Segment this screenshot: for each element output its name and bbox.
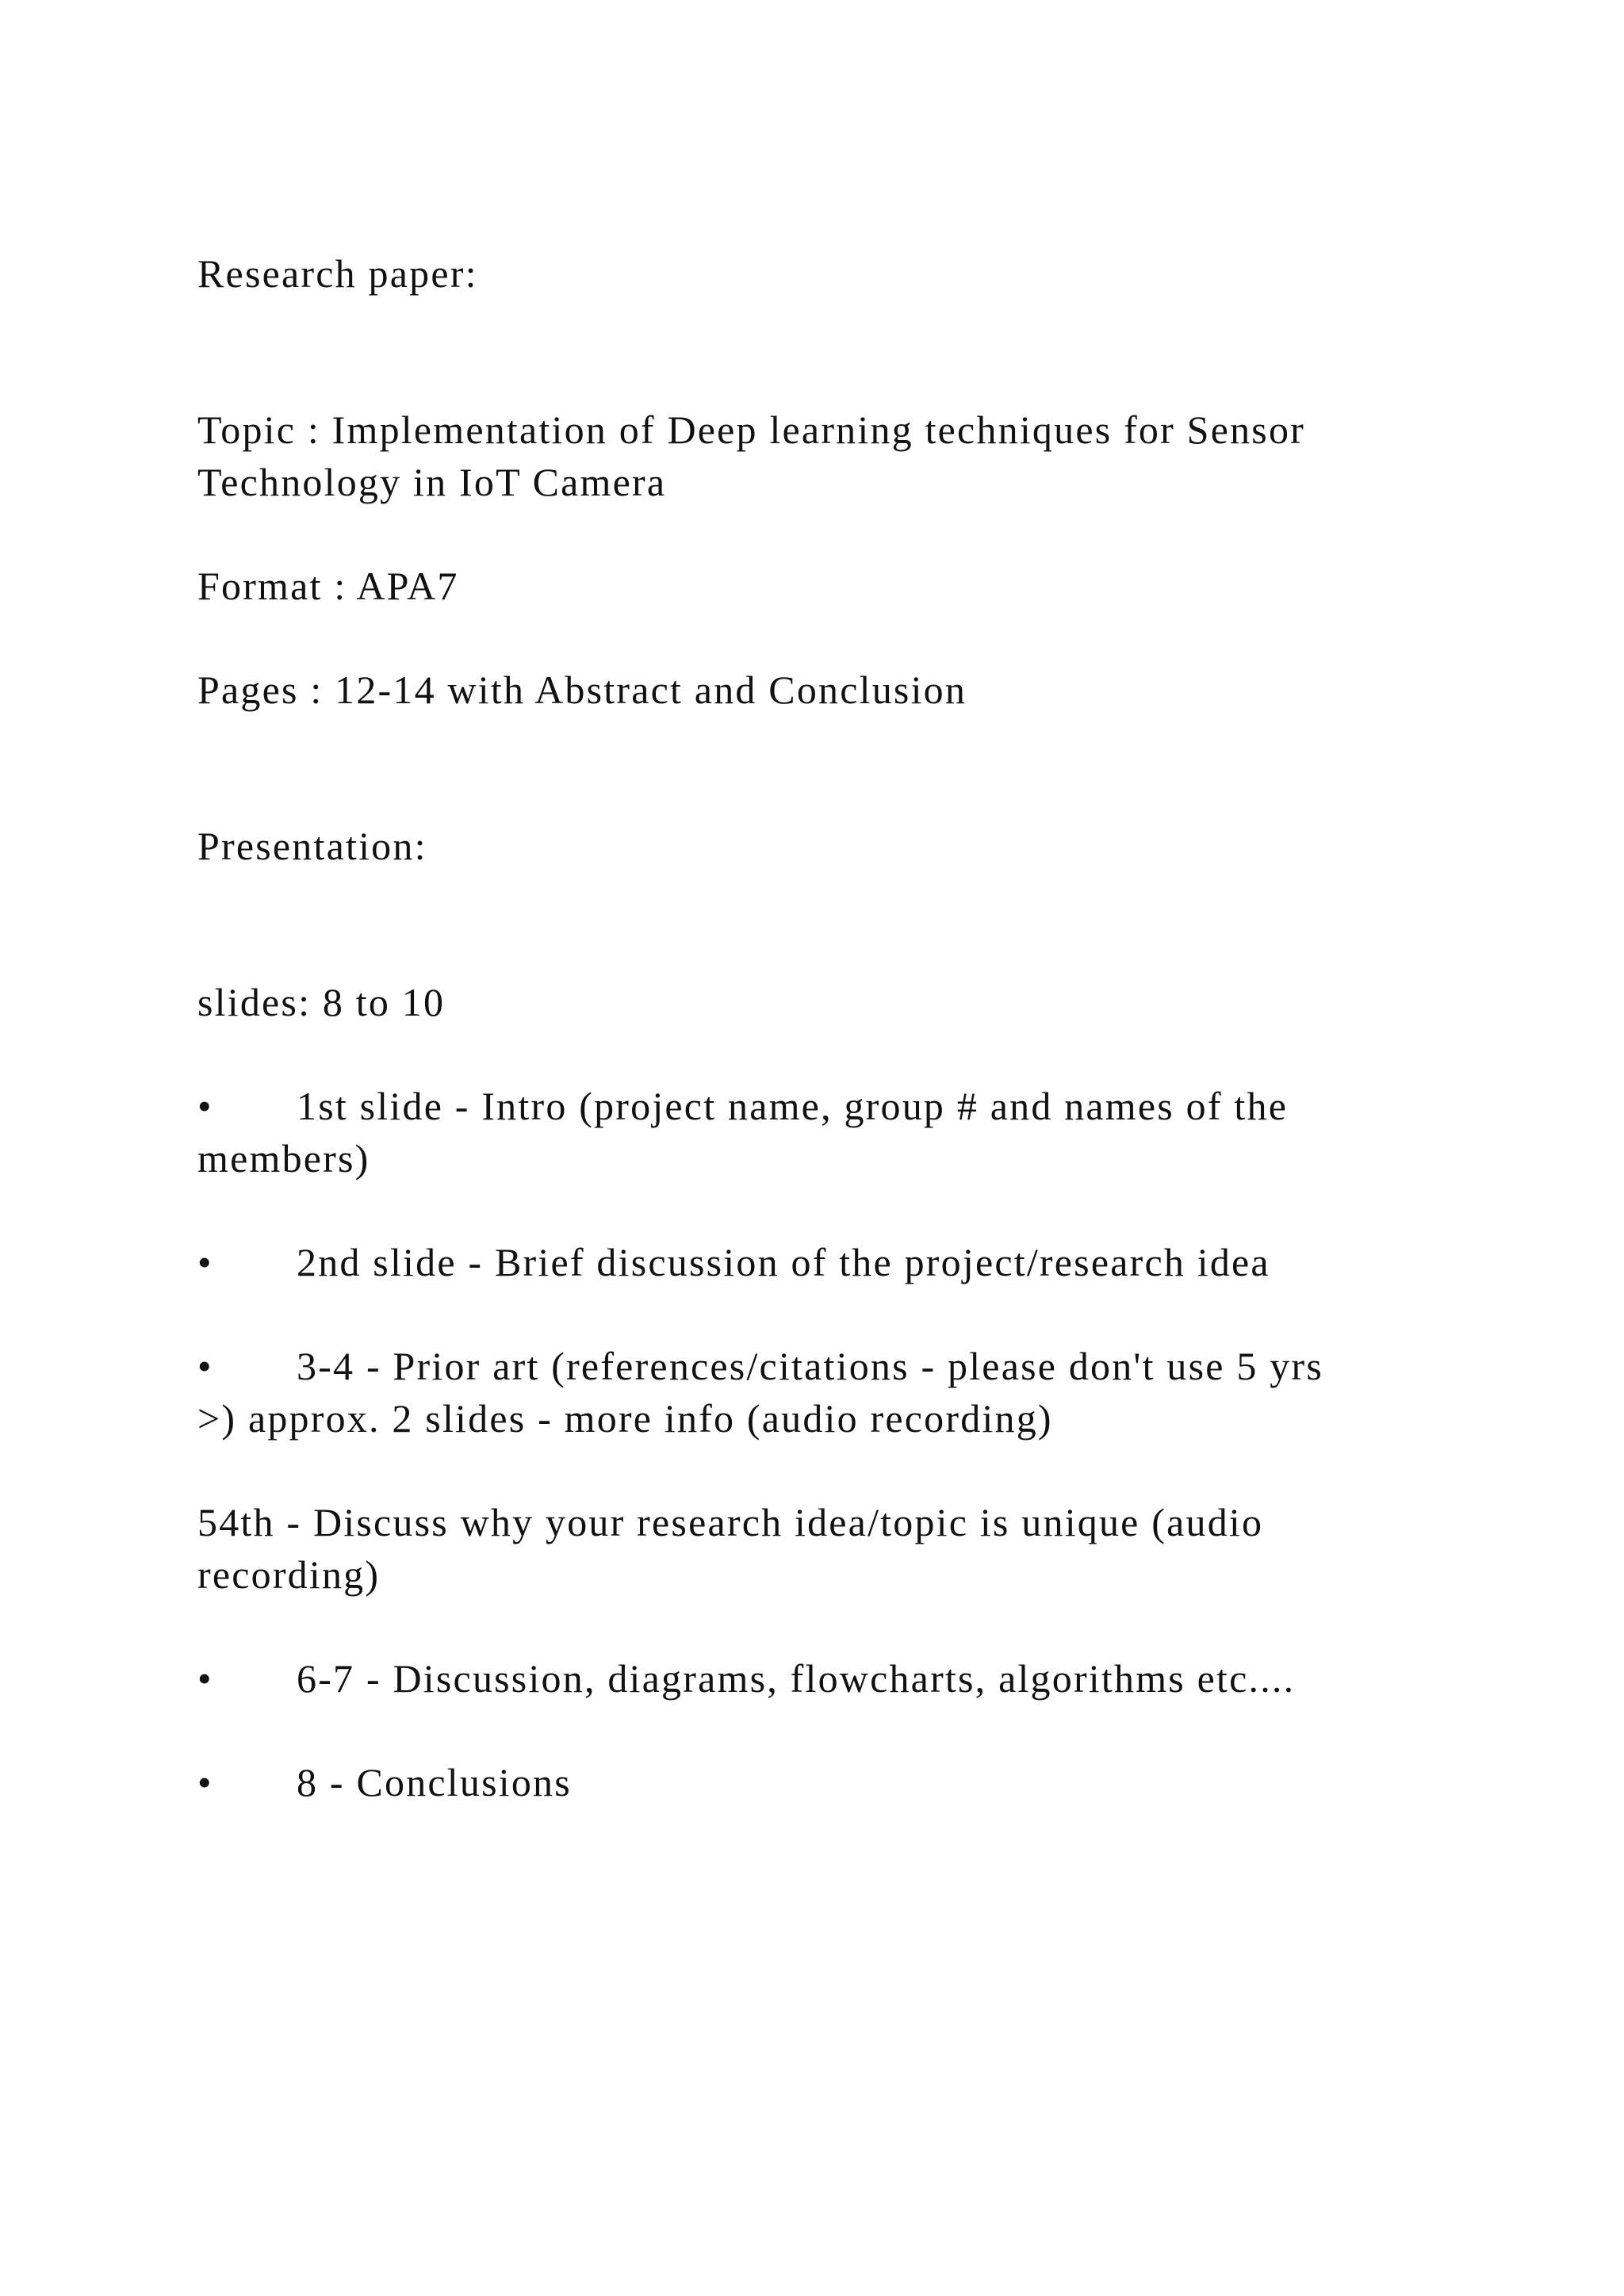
list-item-continuation: members): [197, 1136, 370, 1181]
bullet-icon: •: [197, 1344, 213, 1388]
list-item-text: 6-7 - Discussion, diagrams, flowcharts, algorithms etc....: [297, 1656, 1296, 1701]
list-item-continuation: recording): [197, 1552, 381, 1597]
list-item-text: 1st slide - Intro (project name, group # and names of the: [297, 1084, 1289, 1128]
list-item-continuation: >) approx. 2 slides - more info (audio recording): [197, 1396, 1053, 1441]
topic-line-2: Technology in IoT Camera: [197, 460, 667, 504]
topic-line-1: Topic : Implementation of Deep learning techniques for Sensor: [197, 408, 1305, 452]
bullet-icon: •: [197, 1240, 213, 1284]
format-line: Format : APA7: [197, 564, 459, 608]
list-item-text: 2nd slide - Brief discussion of the project/research idea: [297, 1240, 1270, 1284]
slides-count: slides: 8 to 10: [197, 980, 446, 1024]
research-paper-heading: Research paper:: [197, 251, 478, 296]
list-item-unique-idea: 54th - Discuss why your research idea/topic is unique (audio: [197, 1500, 1264, 1544]
bullet-icon: •: [197, 1760, 213, 1804]
bullet-icon: •: [197, 1084, 213, 1128]
list-item-text: 8 - Conclusions: [297, 1760, 572, 1804]
presentation-heading: Presentation:: [197, 824, 427, 868]
bullet-icon: •: [197, 1656, 213, 1701]
list-item-text: 3-4 - Prior art (references/citations - please don't use 5 yrs: [297, 1344, 1323, 1388]
pages-line: Pages : 12-14 with Abstract and Conclusion: [197, 668, 967, 712]
